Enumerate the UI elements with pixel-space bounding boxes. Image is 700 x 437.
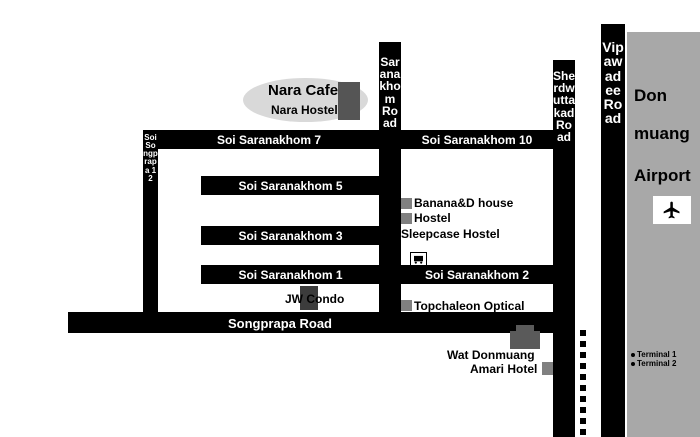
sleepcase-hostel-marker <box>401 213 412 224</box>
poi-topchaleon-optical: Topchaleon Optical <box>414 299 525 313</box>
terminal-2-dot <box>631 362 635 366</box>
poi-sleepcase-hostel: Sleepcase Hostel <box>401 227 500 241</box>
topchaleon-optical-marker <box>401 300 412 311</box>
poi-amari-hotel: Amari Hotel <box>470 362 538 376</box>
road-label-saranakhom: Saranakhom Road <box>379 55 401 131</box>
terminal-2-label: Terminal 2 <box>637 359 677 368</box>
poi-banana-d-house-line1: Banana&D house <box>414 196 514 210</box>
poi-banana-d-house-line2: Hostel <box>414 211 451 225</box>
lane-dashes <box>580 330 586 437</box>
poi-wat-donmuang: Wat Donmuang <box>447 348 535 362</box>
airport-title-line3: Airport <box>634 166 691 185</box>
terminal-2-marker <box>631 359 676 368</box>
road-label-vipawadee: Vipawadee Road <box>602 39 624 127</box>
poi-nara-hostel: Nara Hostel <box>271 103 338 117</box>
road-label-soi-songprapa-12: Soi Songprapa 12 <box>143 133 158 183</box>
airport-title-line2: muang <box>634 124 690 143</box>
banana-d-house-marker <box>401 198 412 209</box>
amari-hotel-marker <box>542 362 553 375</box>
terminal-1-marker <box>631 350 676 359</box>
bus-stop-icon <box>410 252 427 266</box>
terminal-1-label: Terminal 1 <box>637 350 677 359</box>
road-label-soi-saranakhom-3: Soi Saranakhom 3 <box>238 229 343 243</box>
airplane-icon <box>653 196 691 224</box>
poi-jw-condo: JW Condo <box>285 292 345 306</box>
road-label-soi-saranakhom-7: Soi Saranakhom 7 <box>216 133 322 147</box>
road-label-sherdwuttakad: Sherdwuttakad Road <box>553 69 576 145</box>
road-label-soi-saranakhom-1: Soi Saranakhom 1 <box>238 268 343 282</box>
airport-title-line1: Don <box>634 86 668 105</box>
road-label-soi-saranakhom-5: Soi Saranakhom 5 <box>238 179 343 193</box>
wat-donmuang-roof <box>516 325 534 333</box>
road-label-soi-saranakhom-10: Soi Saranakhom 10 <box>421 133 533 147</box>
wat-donmuang-building <box>510 331 540 349</box>
terminal-1-dot <box>631 353 635 357</box>
nara-cafe-building <box>338 82 360 120</box>
road-label-songprapa: Songprapa Road <box>227 316 332 331</box>
road-label-soi-saranakhom-2: Soi Saranakhom 2 <box>424 268 530 282</box>
poi-nara-cafe: Nara Cafe <box>268 82 339 99</box>
